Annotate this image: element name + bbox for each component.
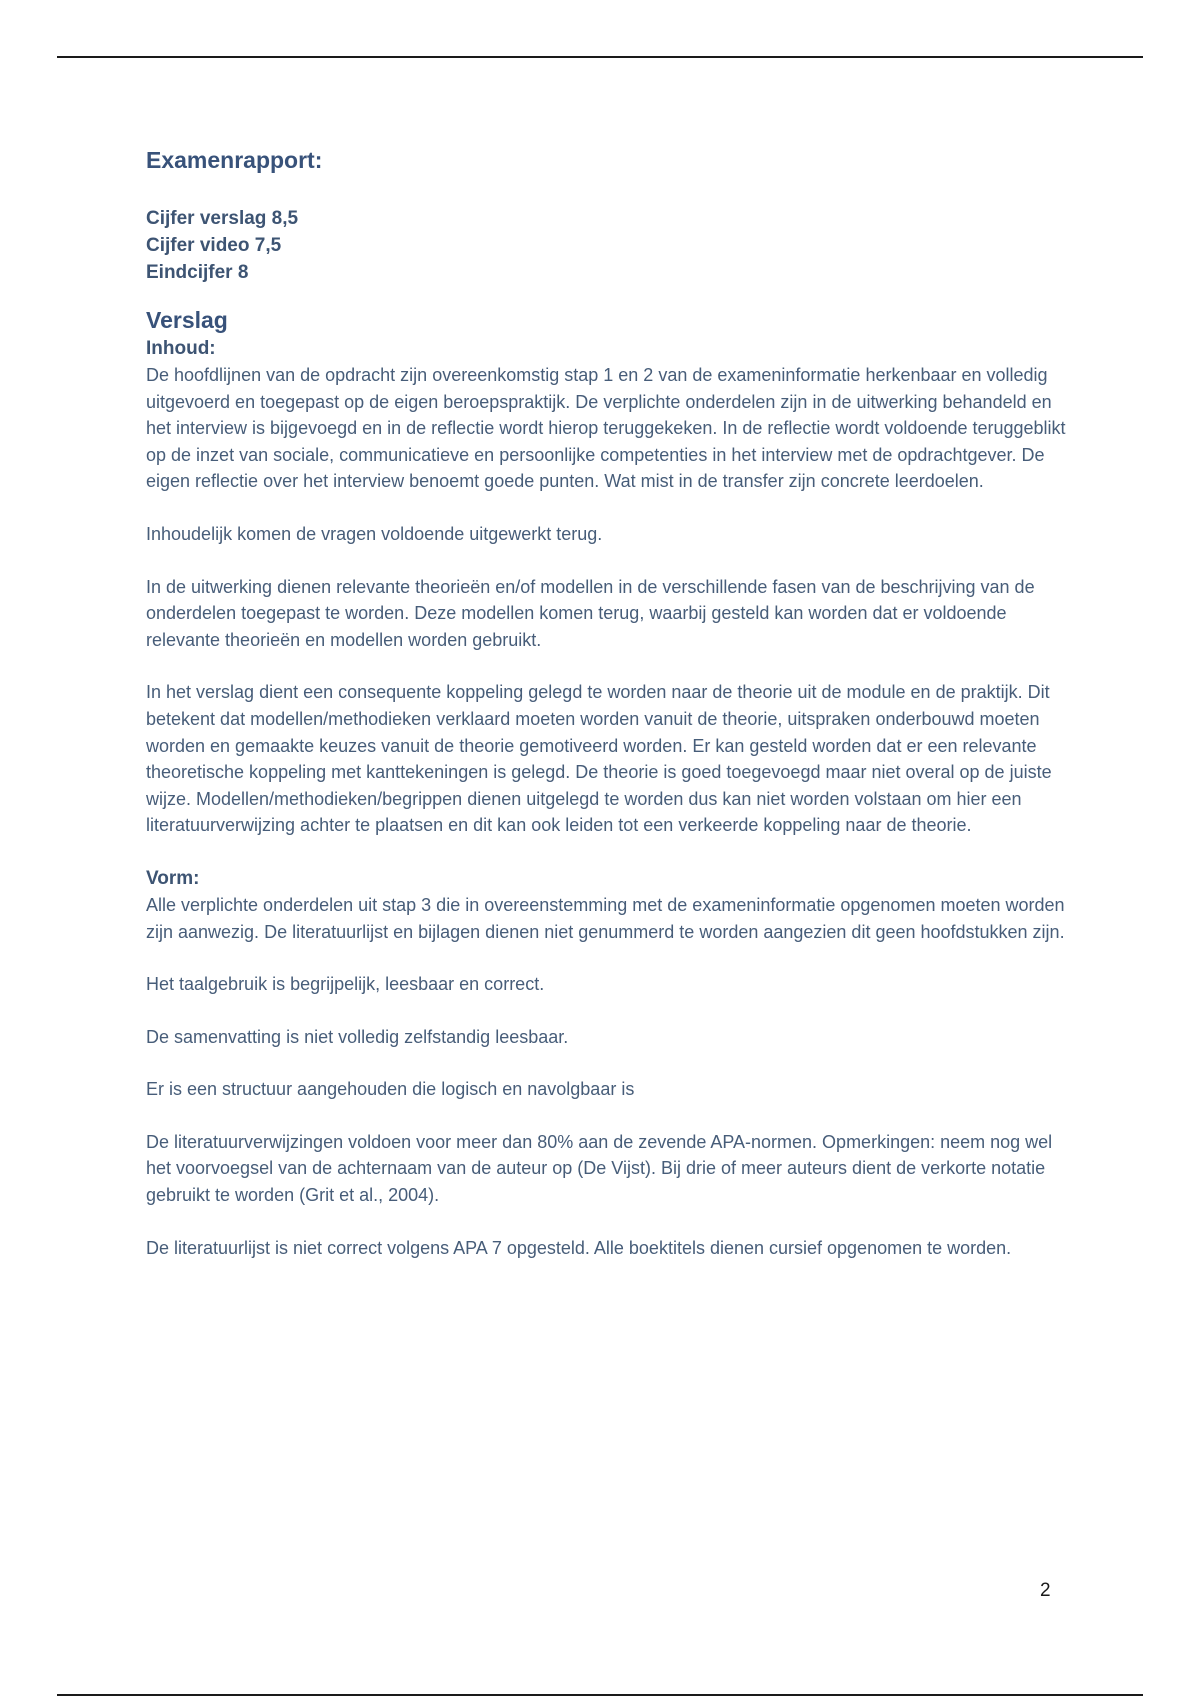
document-body — [146, 145, 1076, 1287]
subheading-vorm: Vorm: — [146, 867, 200, 889]
grade-report: Cijfer verslag 8,5 — [146, 208, 299, 229]
footer-rule — [57, 1694, 1143, 1696]
grade-video: Cijfer video 7,5 — [146, 235, 282, 256]
header-rule — [57, 56, 1143, 58]
subheading-inhoud: Inhoud: — [146, 338, 216, 359]
vorm-paragraph: De literatuurverwijzingen voldoen voor meer dan 80% aan de zevende APA-normen. Opmerkingen: neem nog wel het voorvoegsel van de achternaam van de auteur op (De Vijst). Bij drie of meer auteurs dient de verkorte notatie gebruikt te worden (Grit et al., 2004). — [146, 1131, 1053, 1206]
vorm-paragraph: Het taalgebruik is begrijpelijk, leesbaar en correct. — [146, 974, 545, 995]
section-title-verslag: Verslag — [146, 307, 228, 333]
report-title: Examenrapport: — [146, 147, 323, 173]
vorm-paragraph: De samenvatting is niet volledig zelfstandig leesbaar. — [146, 1026, 569, 1047]
inhoud-paragraph: Inhoudelijk komen de vragen voldoende uitgewerkt terug. — [146, 523, 603, 544]
inhoud-paragraph: De hoofdlijnen van de opdracht zijn overeenkomstig stap 1 en 2 van de exameninformatie herkenbaar en volledig uitgevoerd en toegepast op de eigen beroepspraktijk. De verplichte onderdelen zijn in de uitwerking behandeld en het interview is bijgevoegd en in de reflectie wordt hierop teruggekeken. In de reflectie wordt voldoende teruggeblikt op de inzet van sociale, communicatieve en persoonlijke competenties in het interview met de opdrachtgever. De eigen reflectie over het interview benoemt goede punten. Wat mist in de transfer zijn concrete leerdoelen. — [146, 365, 1066, 492]
inhoud-paragraph: In het verslag dient een consequente koppeling gelegd te worden naar de theorie uit de module en de praktijk. Dit betekent dat modellen/methodieken verklaard moeten worden vanuit de theorie, uitspraken onderbouwd moeten worden en gemaakte keuzes vanuit de theorie gemotiveerd worden. Er kan gesteld worden dat er een relevante theoretische koppeling met kanttekeningen is gelegd. De theorie is goed toegevoegd maar niet overal op de juiste wijze. Modellen/methodieken/begrippen dienen uitgelegd te worden dus kan niet worden volstaan om hier een literatuurverwijzing achter te plaatsen en dit kan ook leiden tot een verkeerde koppeling naar de theorie. — [146, 682, 1052, 836]
page-number: 2 — [1040, 1580, 1051, 1601]
grades-block — [146, 205, 1076, 286]
vorm-paragraph: De literatuurlijst is niet correct volgens APA 7 opgesteld. Alle boektitels dienen cursief opgenomen te worden. — [146, 1237, 1012, 1258]
grade-final: Eindcijfer 8 — [146, 262, 249, 283]
inhoud-paragraph: In de uitwerking dienen relevante theorieën en/of modellen in de verschillende fasen van de beschrijving van de onderdelen toegepast te worden. Deze modellen komen terug, waarbij gesteld kan worden dat er voldoende relevante theorieën en modellen worden gebruikt. — [146, 576, 1035, 650]
vorm-paragraph: Er is een structuur aangehouden die logisch en navolgbaar is — [146, 1079, 635, 1100]
vorm-paragraph: Alle verplichte onderdelen uit stap 3 die in overeenstemming met de exameninformatie opgenomen moeten worden zijn aanwezig. De literatuurlijst en bijlagen dienen niet genummerd te worden aangezien dit geen hoofdstukken zijn. — [146, 894, 1065, 942]
